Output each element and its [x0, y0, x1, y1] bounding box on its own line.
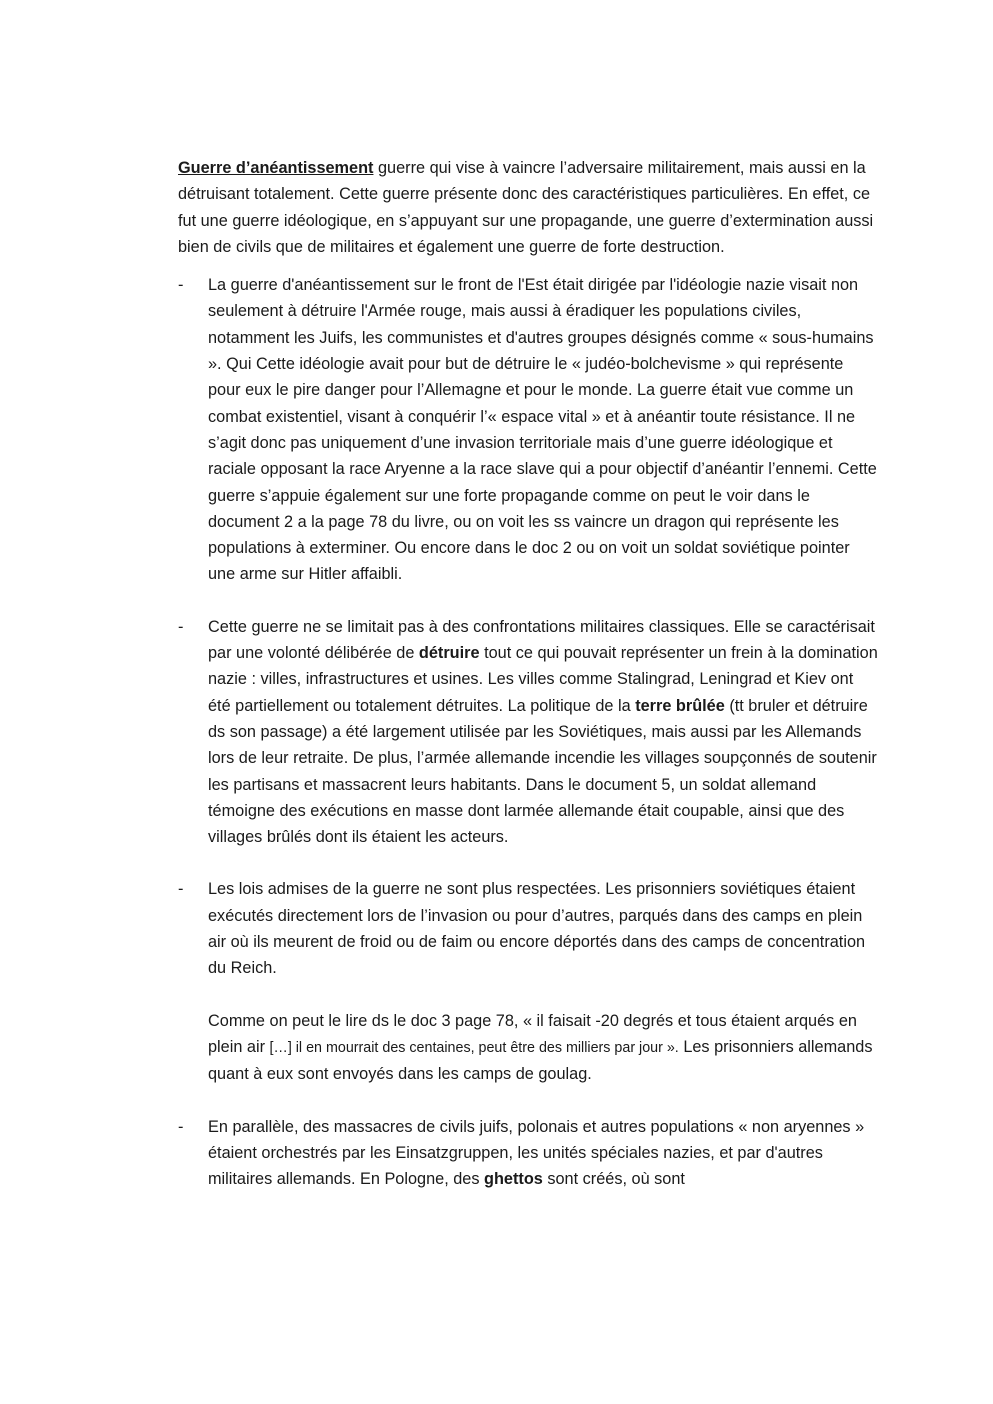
text-run: Les prisonniers allemands quant à eux sont envoyés dans les camps de goulag.	[208, 1037, 873, 1084]
intro-text: guerre qui vise à vaincre l’adversaire militairement, mais aussi en la détruisant totalement. Cette guerre présente donc des caractéristiques particulières. En effet, ce fut une guerre idéologique, en s’appuyant sur une propagande, une guerre d’extermination aussi bien de civils que de militaires et également une guerre de forte destruction.	[178, 159, 874, 256]
text-run: En parallèle, des massacres de civils juifs, polonais et autres populations « non aryennes » étaient orchestrés par les Einsatzgruppen, les unités spéciales nazies, et par d'autres militaires allemands. En Pologne, des	[208, 1117, 865, 1189]
quote-paragraph	[208, 1008, 878, 1088]
paragraph-gap	[178, 1088, 878, 1114]
text-run: (tt bruler et détruire ds son passage) a été largement utilisée par les Soviétiques, mais aussi par les Allemands lors de leur retraite. De plus, l’armée allemande incendie les villages soupçonnés de soutenir les partisans et massacrent leurs habitants. Dans le document 5, un soldat allemand témoigne des exécutions en masse dont larmée allemande était coupable, ainsi que des villages brûlés dont ils étaient les acteurs.	[208, 696, 877, 847]
list-item-ideology	[178, 272, 878, 588]
list-bullet: -	[178, 880, 184, 899]
text-run: sont créés, où sont	[542, 1170, 685, 1189]
list-item-prisoners	[178, 876, 878, 1087]
list-item-destruction	[178, 614, 878, 851]
bold-term: terre brûlée	[635, 696, 725, 715]
list-item-text: Les lois admises de la guerre ne sont plus respectées. Les prisonniers soviétiques étaient exécutés directement lors de l’invasion ou pour d’autres, parqués dans des camps en plein air où ils meurent de froid ou de faim ou encore déportés dans des camps de concentration du Reich.	[208, 880, 866, 978]
list-item-text: La guerre d'anéantissement sur le front de l'Est était dirigée par l'idéologie nazie visait non seulement à détruire l'Armée rouge, mais aussi à éradiquer les populations civiles, notamment les Juifs, les communistes et d'autres groupes désignés comme « sous-humains ». Qui Cette idéologie avait pour but de détruire le « judéo-bolchevisme » qui représente pour eux le pire danger pour l’Allemagne et pour le monde. La guerre était vue comme un combat existentiel, visant à conquérir l’« espace vital » et à anéantir toute résistance. Il ne s’agit donc pas uniquement d’une invasion territoriale mais d’une guerre idéologique et raciale opposant la race Aryenne a la race slave qui a pour objectif d’anéantir l’ennemi. Cette guerre s’appuie également sur une forte propagande comme on peut le voir dans le document 2 a la page 78 du livre, ou on voit les ss vaincre un dragon qui représente les populations à exterminer. Ou encore dans le doc 2 ou on voit un soldat soviétique pointer une arme sur Hitler affaibli.	[208, 276, 877, 584]
bold-term: ghettos	[484, 1170, 543, 1189]
bold-term: détruire	[418, 644, 480, 663]
list-bullet: -	[178, 276, 184, 295]
text-run: tout ce qui pouvait représenter un frein à la domination nazie : villes, infrastructures et usines. Les villes comme Stalingrad, Leningrad et Kiev ont été partiellement ou totalement détruites. La politique de la	[208, 644, 878, 715]
list-item-text	[208, 1114, 878, 1193]
list-bullet: -	[178, 617, 184, 636]
paragraph-gap	[178, 850, 878, 876]
text-run: Cette guerre ne se limitait pas à des confrontations militaires classiques. Elle se caractérisait par une volonté délibérée de	[208, 617, 875, 663]
paragraph-gap	[178, 588, 878, 614]
document-body	[178, 155, 878, 1192]
definition-term: Guerre d’anéantissement	[178, 159, 374, 177]
list-item-text	[208, 614, 878, 851]
quote-small-text: […] il en mourrait des centaines, peut être des milliers par jour ».	[269, 1039, 679, 1056]
text-run: Comme on peut le lire ds le doc 3 page 78, « il faisait -20 degrés et tous étaient arqués en plein air	[208, 1011, 857, 1056]
list-bullet: -	[178, 1117, 184, 1136]
intro-paragraph	[178, 155, 878, 260]
list-item-massacres	[178, 1114, 878, 1193]
